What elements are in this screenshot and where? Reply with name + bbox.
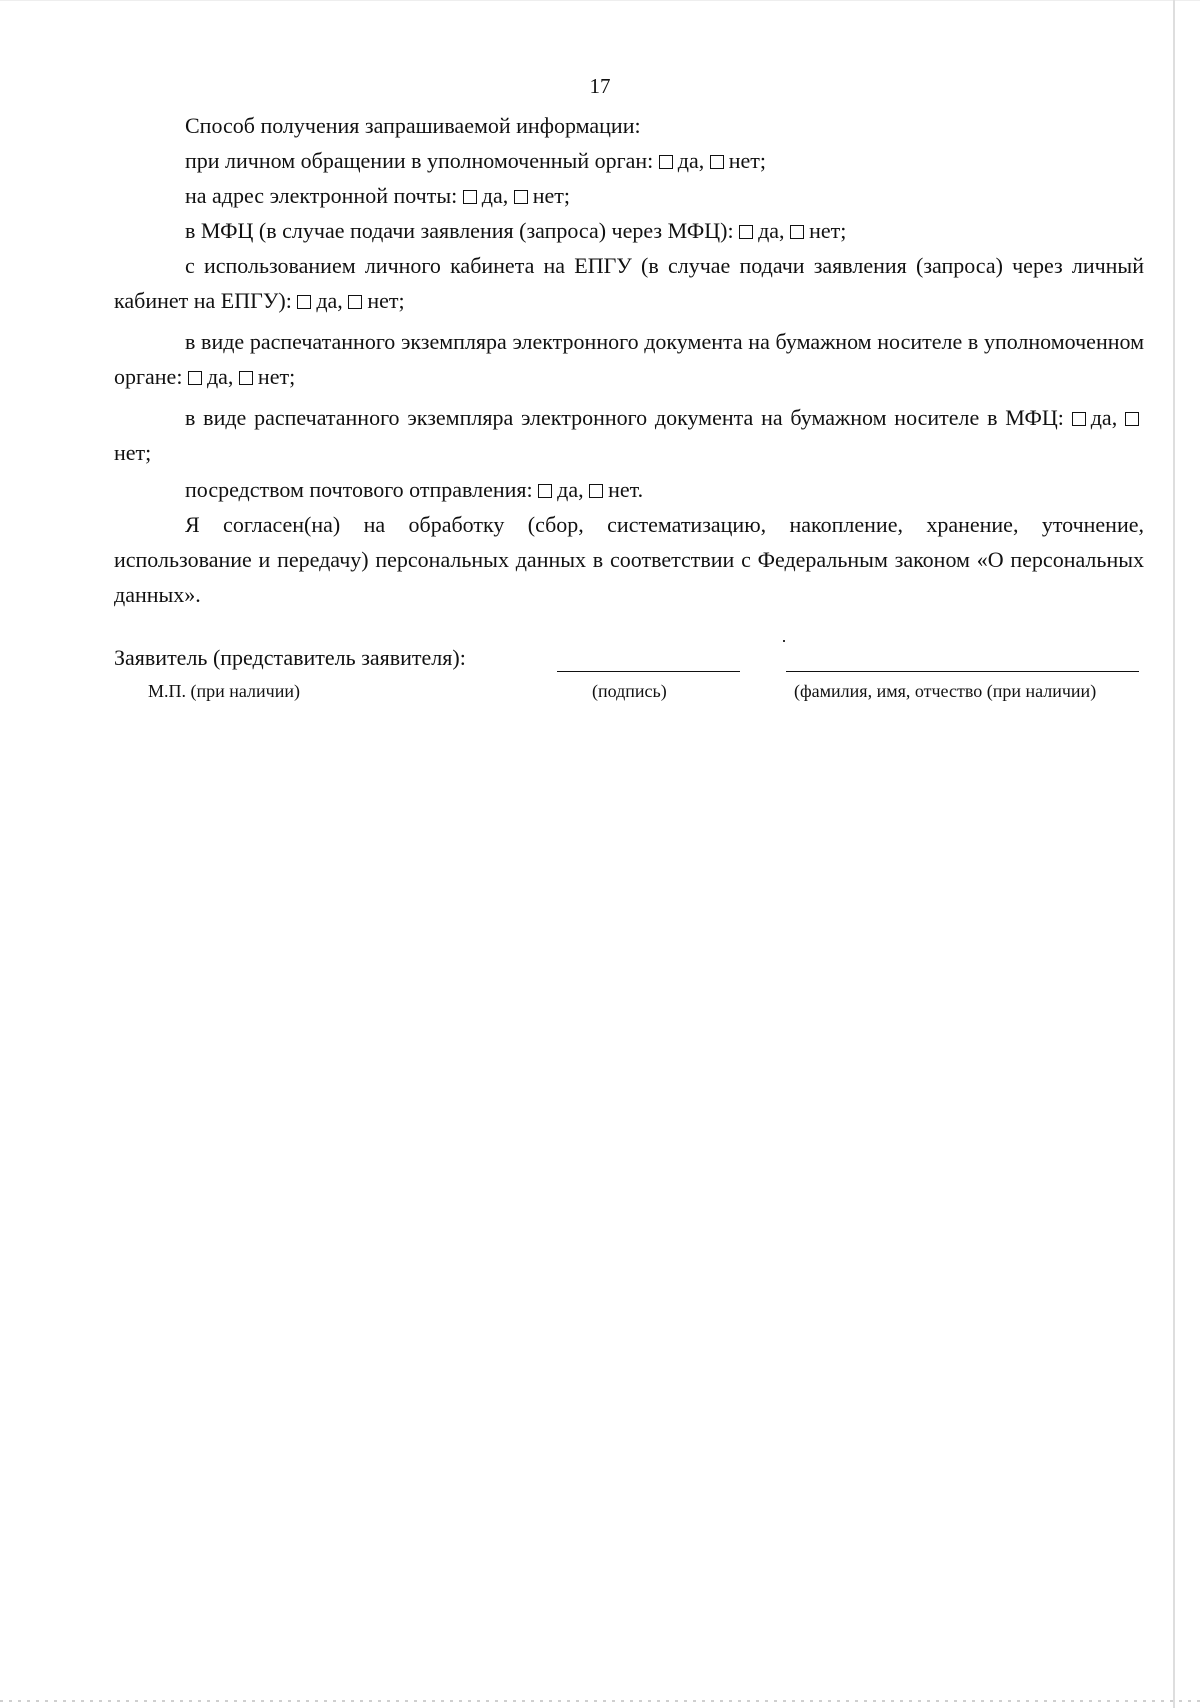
no-label: нет; [257, 364, 296, 389]
yes-label: да, [758, 218, 785, 243]
option-label: в МФЦ (в случае подачи заявления (запроса) через МФЦ): [185, 218, 734, 243]
option-in-person [114, 143, 1144, 178]
option-mfc [114, 213, 1144, 248]
no-checkbox[interactable] [514, 190, 528, 204]
no-checkbox[interactable] [790, 225, 804, 239]
no-checkbox[interactable] [348, 295, 362, 309]
full-name-caption: (фамилия, имя, отчество (при наличии) [794, 681, 1097, 701]
scan-right-edge [1173, 0, 1175, 1708]
signature-line[interactable] [557, 671, 740, 672]
page-number: 17 [589, 74, 611, 98]
option-label: в виде распечатанного экземпляра электронного документа на бумажном носителе в МФЦ: [185, 405, 1064, 430]
no-label: нет; [809, 218, 847, 243]
yes-label: да, [1090, 405, 1118, 430]
option-epgu-cabinet [114, 248, 1144, 318]
yes-checkbox[interactable] [659, 155, 673, 169]
yes-checkbox[interactable] [538, 484, 552, 498]
stamp-label: М.П. (при наличии) [148, 681, 300, 701]
yes-checkbox[interactable] [297, 295, 311, 309]
full-name-line[interactable] [786, 671, 1139, 672]
option-label: в виде распечатанного экземпляра электронного документа на бумажном носителе в уполномоченном органе: [114, 329, 1144, 389]
signature-caption: (подпись) [592, 681, 667, 701]
no-checkbox[interactable] [1125, 412, 1139, 426]
yes-label: да, [557, 477, 584, 502]
option-label: при личном обращении в уполномоченный орган: [185, 148, 654, 173]
no-label: нет; [728, 148, 767, 173]
yes-checkbox[interactable] [739, 225, 753, 239]
yes-label: да, [206, 364, 234, 389]
no-checkbox[interactable] [710, 155, 724, 169]
no-label: нет; [367, 288, 405, 313]
yes-label: да, [316, 288, 343, 313]
no-checkbox[interactable] [589, 484, 603, 498]
option-printed-authority [114, 324, 1144, 394]
option-email [114, 178, 1144, 213]
scan-top-edge [0, 0, 1200, 1]
yes-checkbox[interactable] [188, 371, 202, 385]
no-checkbox[interactable] [239, 371, 253, 385]
yes-label: да, [677, 148, 705, 173]
consent-paragraph: Я согласен(на) на обработку (сбор, систематизацию, накопление, хранение, уточнение, использование и передачу) персональных данных в соответствии с Федеральным законом «О персональных данных». [114, 512, 1144, 607]
option-label: с использованием личного кабинета на ЕПГУ (в случае подачи заявления (запроса) через личный кабинет на ЕПГУ): [114, 253, 1144, 313]
option-label: на адрес электронной почты: [185, 183, 458, 208]
option-post [114, 472, 1144, 507]
applicant-label: Заявитель (представитель заявителя): [114, 645, 466, 670]
option-printed-mfc [114, 400, 1144, 470]
yes-checkbox[interactable] [463, 190, 477, 204]
no-label: нет; [114, 440, 152, 465]
yes-checkbox[interactable] [1072, 412, 1086, 426]
receipt-method-heading: Способ получения запрашиваемой информации: [185, 113, 641, 138]
yes-label: да, [481, 183, 509, 208]
no-label: нет; [532, 183, 570, 208]
document-body [114, 108, 1144, 612]
scan-bottom-edge [0, 1700, 1200, 1702]
signature-block [114, 645, 1144, 705]
no-label: нет. [608, 477, 644, 502]
option-label: посредством почтового отправления: [185, 477, 533, 502]
scan-speck [783, 640, 785, 642]
